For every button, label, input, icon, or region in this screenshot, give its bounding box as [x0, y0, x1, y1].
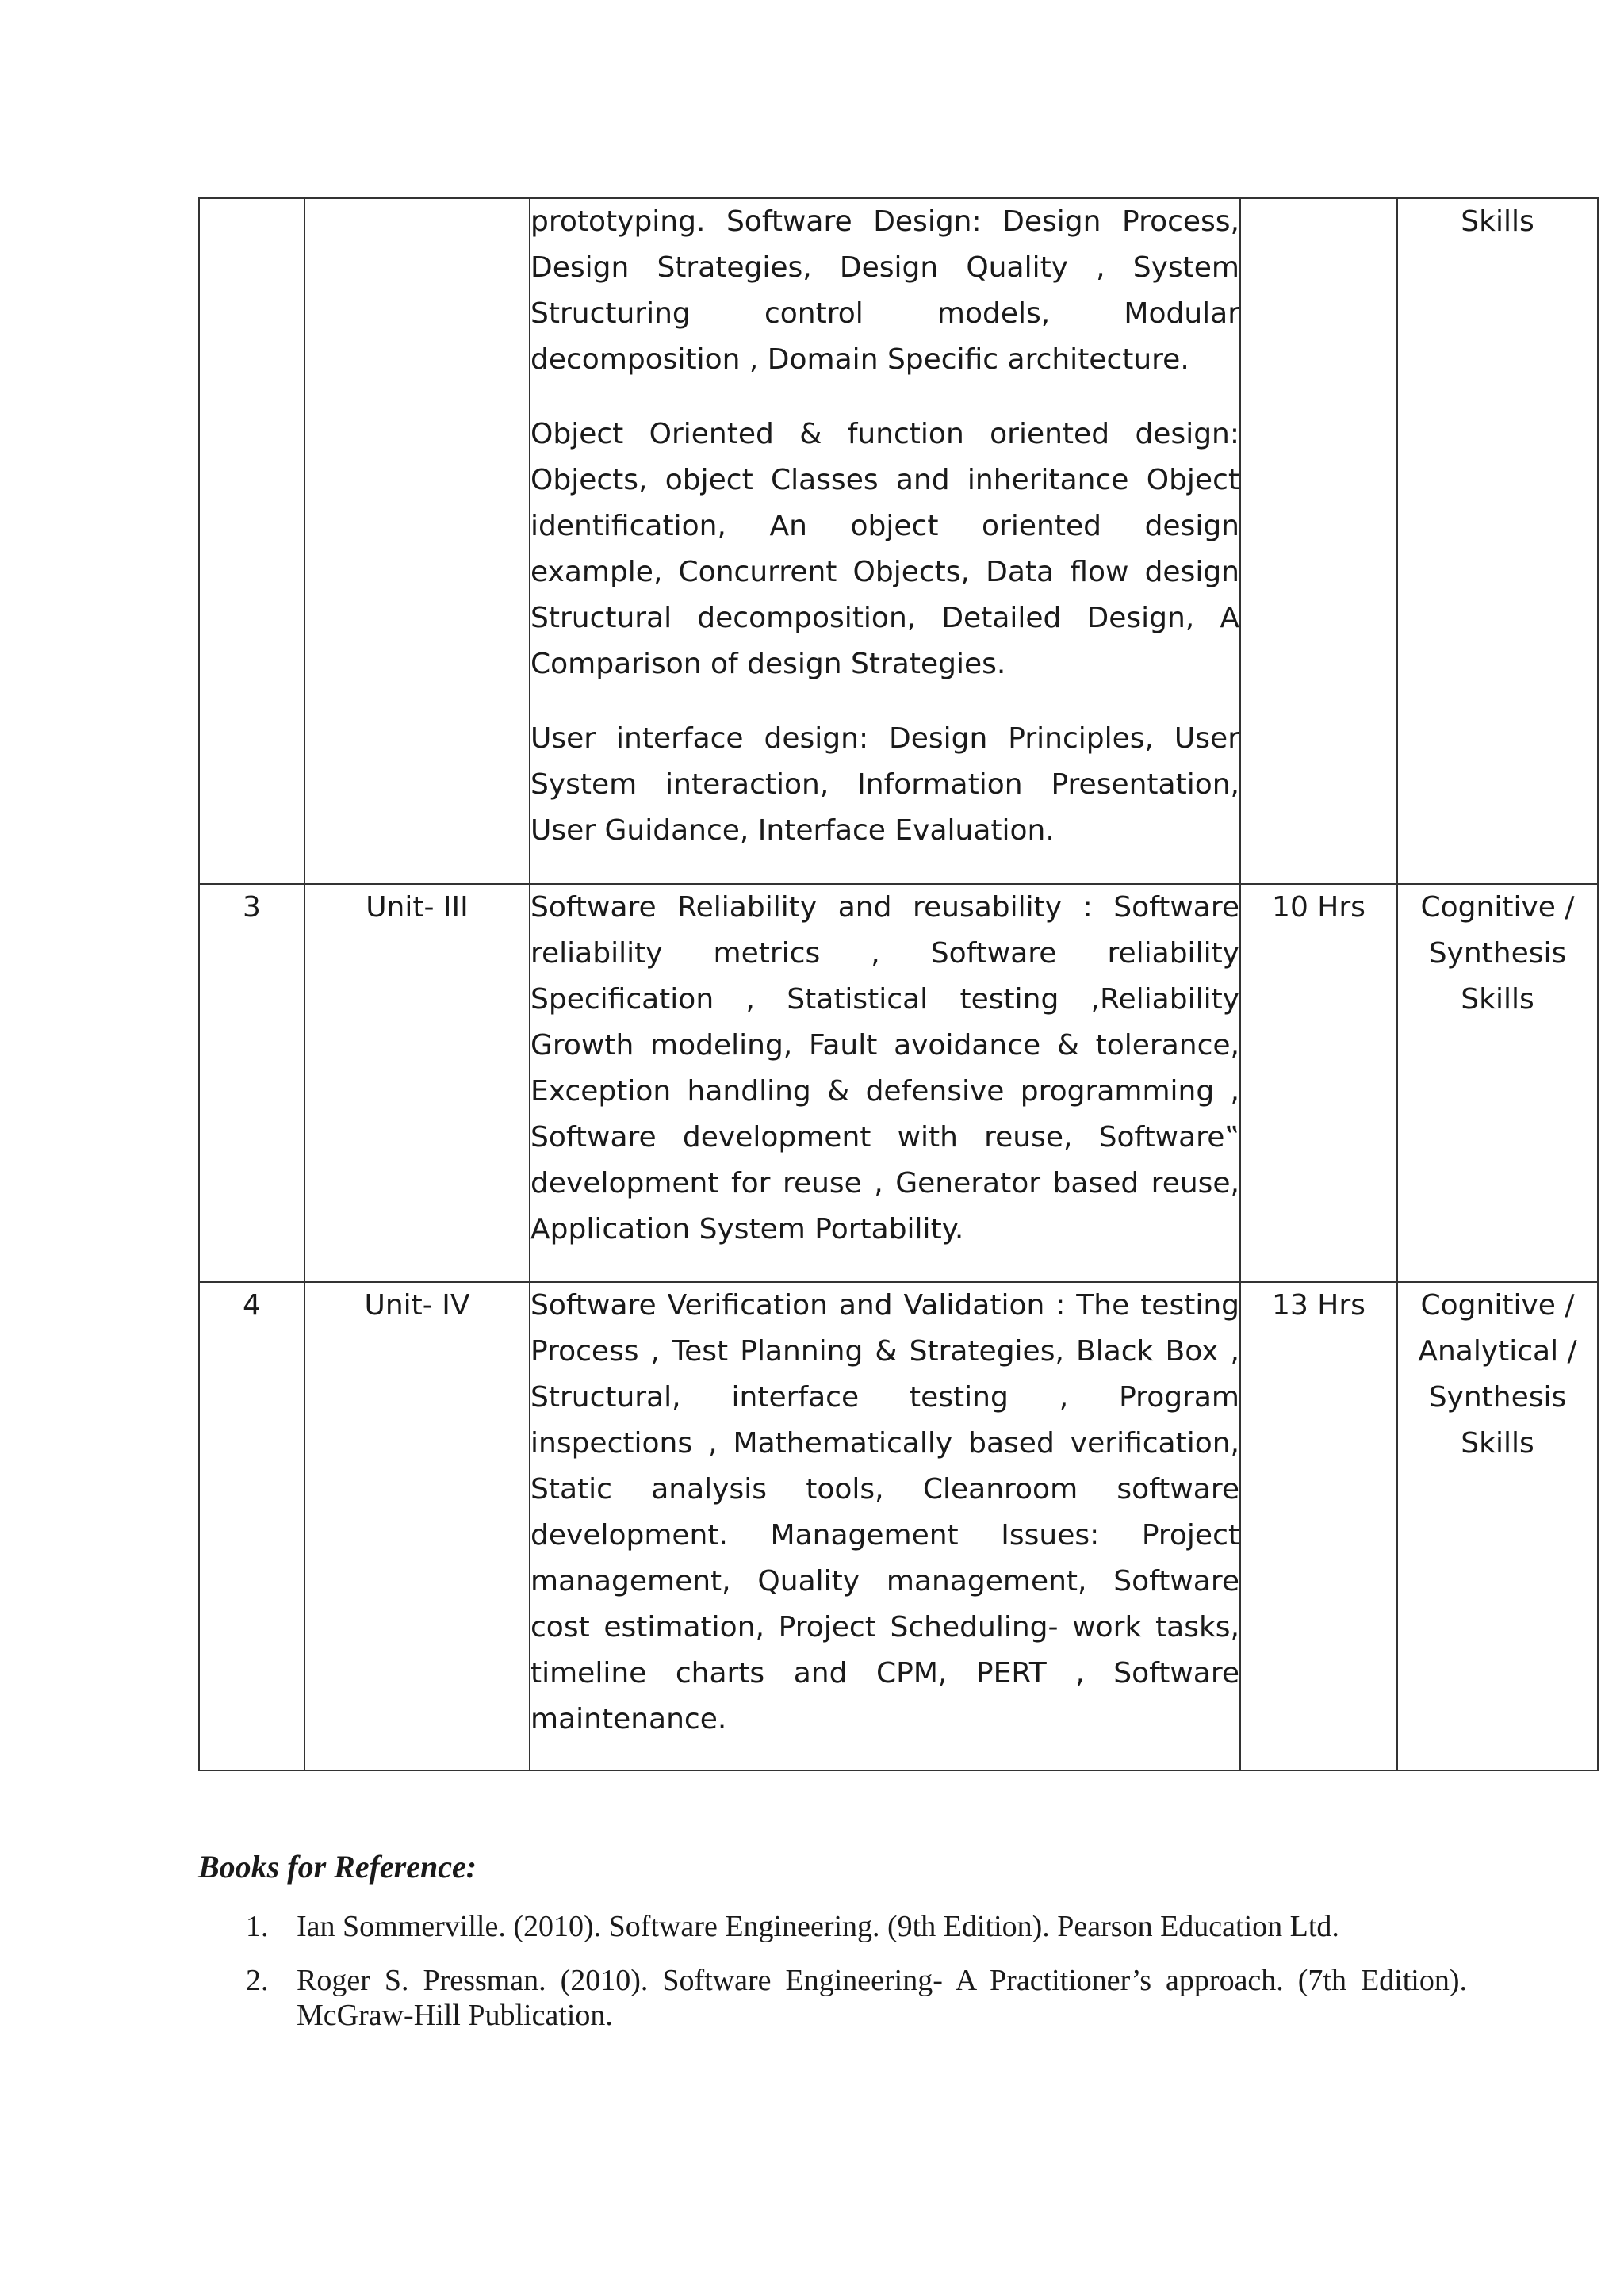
skills-cell: Skills: [1397, 198, 1598, 884]
hours-cell: [1240, 198, 1397, 884]
skills-cell: Cognitive / Synthesis Skills: [1397, 884, 1598, 1282]
content-paragraph: User interface design: Design Principles, User System interaction, Information Presentation, User Guidance, Interface Evaluation.: [530, 722, 1239, 847]
references-heading: Books for Reference:: [198, 1849, 477, 1885]
list-item-text: Roger S. Pressman. (2010). Software Engineering- A Practitioner’s approach. (7th Edition). McGraw-Hill Publication.: [297, 1964, 1467, 2032]
content-cell: [530, 884, 1240, 1282]
table-row: [199, 1282, 1598, 1770]
serial-number-cell: 4: [199, 1282, 304, 1770]
serial-number-cell: 3: [199, 884, 304, 1282]
table-row: [199, 884, 1598, 1282]
hours-cell: 10 Hrs: [1240, 884, 1397, 1282]
content-paragraph: Software Reliability and reusability : Software reliability metrics , Software reliability Specification , Statistical testing ,Reliability Growth modeling, Fault avoidance & tolerance, Exception handling & defensive programming , Software development with reuse, Software‟ development for reuse , Generator based reuse, Application System Portability.: [530, 891, 1239, 1246]
content-paragraph: Software Verification and Validation : The testing Process , Test Planning & Strategies, Black Box , Structural, interface testing , Program inspections , Mathematically based verification, Static analysis tools, Cleanroom software development. Management Issues: Project management, Quality management, Software cost estimation, Project Scheduling- work tasks, timeline charts and CPM, PERT , Software maintenance.: [530, 1289, 1239, 1735]
syllabus-table: [198, 197, 1599, 1771]
references-section: [198, 1847, 1467, 2052]
unit-cell: Unit- III: [304, 884, 530, 1282]
list-item: [198, 1909, 1467, 1944]
table-row: [199, 198, 1598, 884]
hours-cell: 13 Hrs: [1240, 1282, 1397, 1770]
unit-cell: Unit- IV: [304, 1282, 530, 1770]
serial-number-cell: [199, 198, 304, 884]
content-cell: [530, 198, 1240, 884]
content-cell: [530, 1282, 1240, 1770]
skills-cell: Cognitive / Analytical / Synthesis Skills: [1397, 1282, 1598, 1770]
content-paragraph: prototyping. Software Design: Design Process, Design Strategies, Design Quality , System Structuring control models, Modular decomposition , Domain Specific architecture.: [530, 205, 1239, 376]
list-item-text: Ian Sommerville. (2010). Software Engineering. (9th Edition). Pearson Education Ltd.: [297, 1910, 1339, 1943]
unit-cell: [304, 198, 530, 884]
content-paragraph: Object Oriented & function oriented design: Objects, object Classes and inheritance Object identification, An object oriented design example, Concurrent Objects, Data flow design Structural decomposition, Detailed Design, A Comparison of design Strategies.: [530, 418, 1239, 680]
list-item-number: 1.: [246, 1910, 269, 1943]
list-item: [198, 1963, 1467, 2033]
references-list: [198, 1909, 1467, 2033]
list-item-number: 2.: [246, 1964, 269, 1997]
